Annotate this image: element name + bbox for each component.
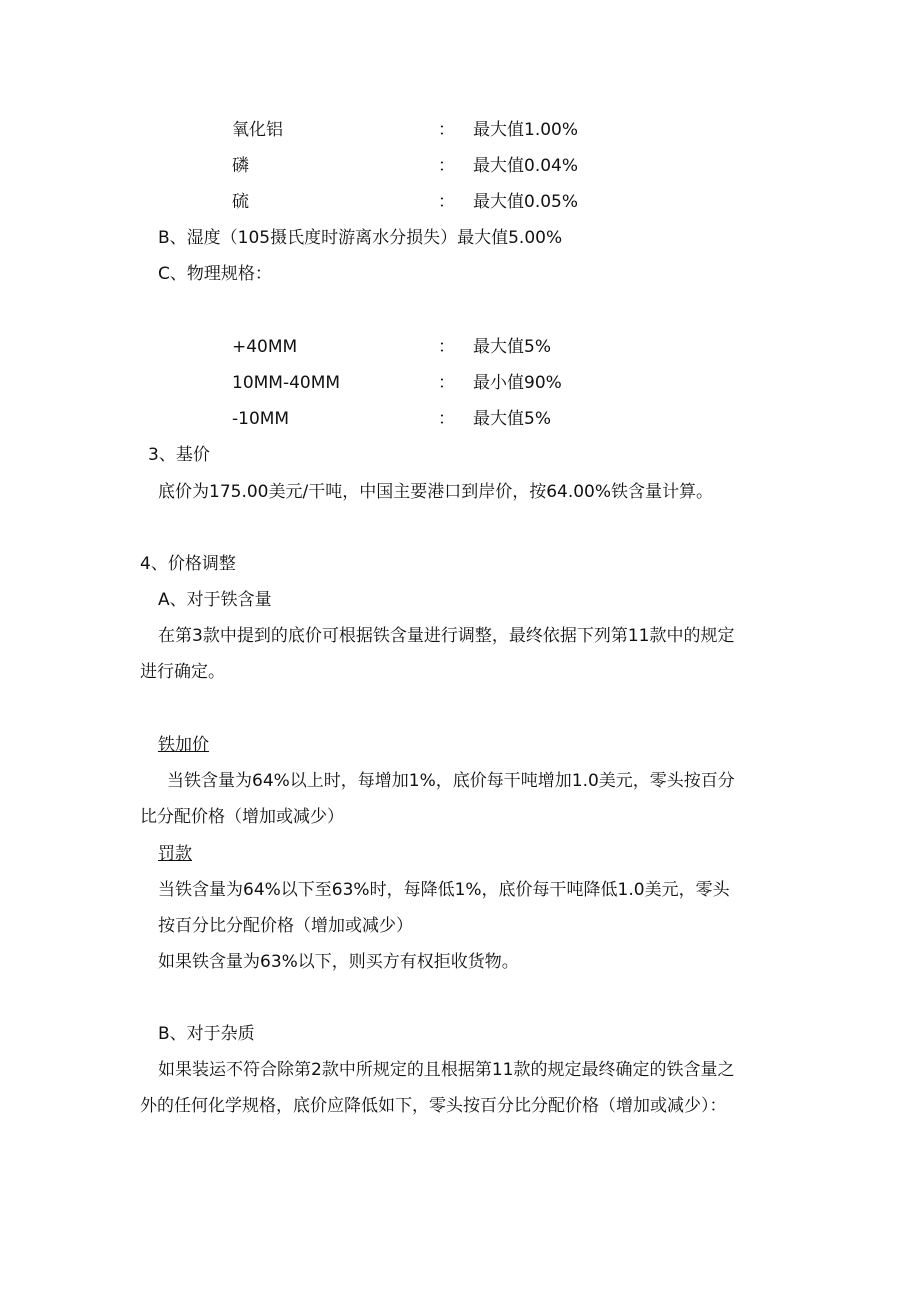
iron-bonus-heading: 铁加价 [158, 735, 209, 755]
impurity-heading: B、对于杂质 [158, 1024, 255, 1044]
spec-value: 最大值1.00% [473, 120, 579, 140]
penalty-heading: 罚款 [158, 844, 192, 864]
spec-value: 最大值5% [473, 409, 551, 429]
spec-name: +40MM [232, 337, 298, 357]
spec-colon: ： [438, 337, 455, 357]
impurity-line-1: 如果装运不符合除第2款中所规定的且根据第11款的规定最终确定的铁含量之 [158, 1060, 735, 1080]
spec-colon: ： [438, 156, 455, 176]
physical-spec-heading: C、物理规格： [158, 264, 272, 284]
spec-name: -10MM [232, 409, 290, 429]
penalty-line-3: 如果铁含量为63%以下，则买方有权拒收货物。 [158, 952, 519, 972]
iron-paragraph-line-2: 进行确定。 [140, 662, 225, 682]
bonus-line-1: 当铁含量为64%以上时，每增加1%，底价每干吨增加1.0美元，零头按百分 [167, 771, 735, 791]
spec-colon: ： [438, 120, 455, 140]
spec-value: 最小值90% [473, 373, 562, 393]
spec-colon: ： [438, 409, 455, 429]
price-adjust-heading: 4、价格调整 [140, 554, 236, 574]
bonus-line-2: 比分配价格（增加或减少） [140, 807, 344, 827]
spec-name: 磷 [232, 156, 249, 176]
iron-content-heading: A、对于铁含量 [158, 590, 272, 610]
spec-colon: ： [438, 373, 455, 393]
spec-name: 氧化铝 [232, 120, 283, 140]
spec-value: 最大值5% [473, 337, 551, 357]
spec-colon: ： [438, 192, 455, 212]
spec-name: 10MM-40MM [232, 373, 341, 393]
iron-paragraph-line-1: 在第3款中提到的底价可根据铁含量进行调整，最终依据下列第11款中的规定 [158, 626, 735, 646]
base-price-text: 底价为175.00美元/干吨，中国主要港口到岸价，按64.00%铁含量计算。 [158, 482, 714, 502]
spec-name: 硫 [232, 192, 249, 212]
impurity-line-2: 外的任何化学规格，底价应降低如下，零头按百分比分配价格（增加或减少）： [140, 1096, 727, 1116]
humidity-line: B、湿度（105摄氏度时游离水分损失）最大值5.00% [158, 228, 563, 248]
base-price-heading: 3、基价 [148, 445, 210, 465]
penalty-line-2: 按百分比分配价格（增加或减少） [158, 916, 413, 936]
spec-value: 最大值0.05% [473, 192, 579, 212]
spec-value: 最大值0.04% [473, 156, 579, 176]
penalty-line-1: 当铁含量为64%以下至63%时，每降低1%，底价每干吨降低1.0美元，零头 [158, 880, 730, 900]
